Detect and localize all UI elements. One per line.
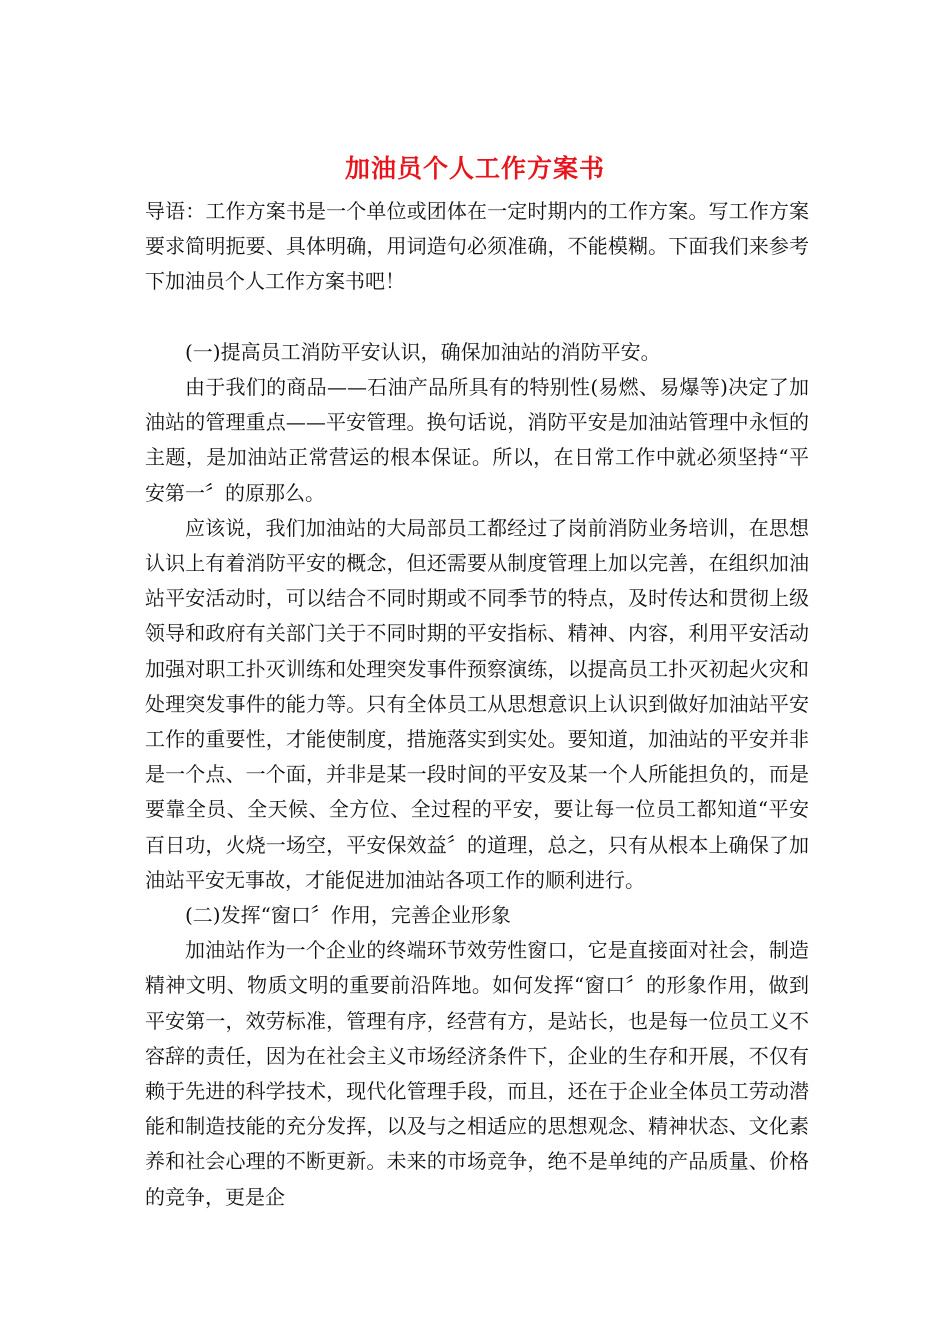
body-paragraph: 应该说，我们加油站的大局部员工都经过了岗前消防业务培训，在思想认识上有着消防平安的概念，但还需要从制度管理上加以完善，在组织加油站平安活动时，可以结合不同时期或不同季节的特点，及时传达和贯彻上级领导和政府有关部门关于不同时期的平安指标、精神、内容，利用平安活动加强对职工扑灭训练和处理突发事件预察演练，以提高员工扑灭初起火灾和处理突发事件的能力等。只有全体员工从思想意识上认识到做好加油站平安工作的重要性，才能使制度，措施落实到实处。要知道，加油站的平安并非是一个点、一个面，并非是某一段时间的平安及某一个人所能担负的，而是要靠全员、全天候、全方位、全过程的平安，要让每一位员工都知道“平安百日功，火烧一场空，平安保效益〞的道理，总之，只有从根本上确保了加油站平安无事故，才能促进加油站各项工作的顺利进行。 <box>145 515 809 892</box>
intro-paragraph: 导语：工作方案书是一个单位或团体在一定时期内的工作方案。写工作方案要求简明扼要、具体明确，用词造句必须准确，不能模糊。下面我们来参考下加油员个人工作方案书吧！ <box>145 199 809 294</box>
body-paragraph: 由于我们的商品——石油产品所具有的特别性(易燃、易爆等)决定了加油站的管理重点——平安管理。换句话说，消防平安是加油站管理中永恒的主题，是加油站正常营运的根本保证。所以，在日常工作中就必须坚持“平安第一〞的原那么。 <box>145 375 809 505</box>
section-heading-1: (一)提高员工消防平安认识，确保加油站的消防平安。 <box>185 339 661 364</box>
document-body <box>145 194 809 1215</box>
body-paragraph: 加油站作为一个企业的终端环节效劳性窗口，它是直接面对社会，制造精神文明、物质文明的重要前沿阵地。如何发挥“窗口〞的形象作用，做到平安第一，效劳标准，管理有序，经营有方，是站长，也是每一位员工义不容辞的责任，因为在社会主义市场经济条件下，企业的生存和开展，不仅有赖于先进的科学技术，现代化管理手段，而且，还在于企业全体员工劳动潜能和制造技能的充分发挥，以及与之相适应的思想观念、精神状态、文化素养和社会心理的不断更新。未来的市场竞争，绝不是单纯的产品质量、价格的竞争，更是企 <box>145 938 809 1209</box>
section-heading-2: (二)发挥“窗口〞作用，完善企业形象 <box>185 903 511 928</box>
document-title: 加油员个人工作方案书 <box>344 154 605 183</box>
